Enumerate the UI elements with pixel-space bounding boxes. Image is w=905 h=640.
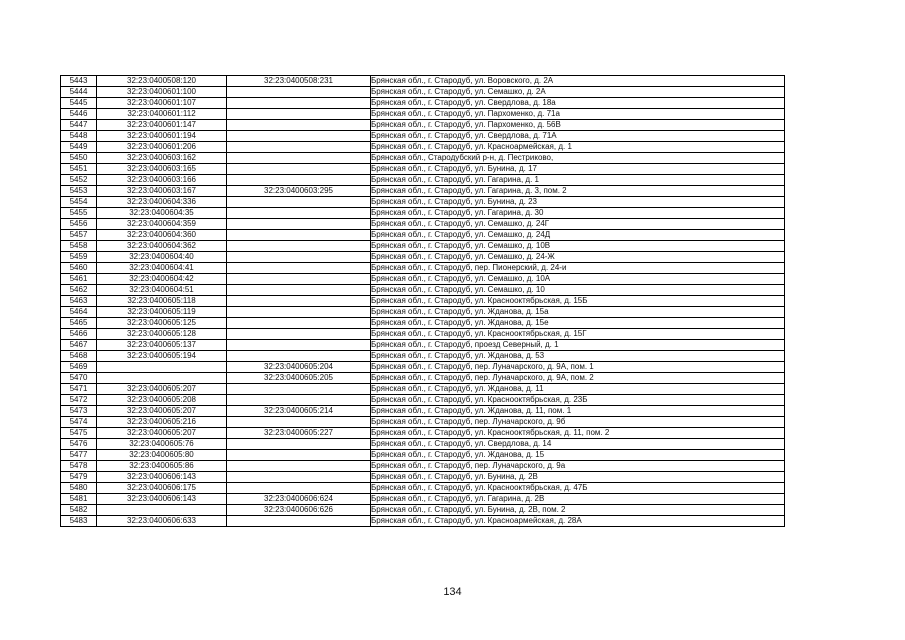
cadastral-number-cell: 32:23:0400601:147 (97, 120, 227, 131)
table-row (61, 373, 785, 384)
premises-cadastral-number-cell (227, 263, 371, 274)
table-row (61, 230, 785, 241)
premises-cadastral-number-cell (227, 164, 371, 175)
row-number-cell: 5454 (61, 197, 97, 208)
address-cell: Брянская обл., г. Стародуб, ул. Красноармейская, д. 28А (371, 516, 785, 527)
address-cell: Брянская обл., г. Стародуб, пер. Луначарского, д. 9б (371, 417, 785, 428)
address-cell: Брянская обл., г. Стародуб, ул. Жданова, д. 15е (371, 318, 785, 329)
table-row (61, 131, 785, 142)
cadastral-number-cell: 32:23:0400604:336 (97, 197, 227, 208)
row-number-cell: 5459 (61, 252, 97, 263)
cadastral-number-cell: 32:23:0400604:362 (97, 241, 227, 252)
premises-cadastral-number-cell (227, 395, 371, 406)
table-row (61, 483, 785, 494)
table-row (61, 494, 785, 505)
row-number-cell: 5477 (61, 450, 97, 461)
row-number-cell: 5478 (61, 461, 97, 472)
premises-cadastral-number-cell: 32:23:0400605:227 (227, 428, 371, 439)
row-number-cell: 5466 (61, 329, 97, 340)
row-number-cell: 5445 (61, 98, 97, 109)
table-row (61, 241, 785, 252)
row-number-cell: 5468 (61, 351, 97, 362)
premises-cadastral-number-cell (227, 120, 371, 131)
address-cell: Брянская обл., г. Стародуб, ул. Гагарина, д. 30 (371, 208, 785, 219)
cadastral-number-cell: 32:23:0400606:143 (97, 494, 227, 505)
address-cell: Брянская обл., г. Стародуб, ул. Семашко, д. 10А (371, 274, 785, 285)
cadastral-number-cell (97, 362, 227, 373)
address-cell: Брянская обл., г. Стародуб, ул. Краснооктябрьская, д. 23Б (371, 395, 785, 406)
row-number-cell: 5443 (61, 76, 97, 87)
table-row (61, 472, 785, 483)
cadastral-number-cell: 32:23:0400605:137 (97, 340, 227, 351)
premises-cadastral-number-cell (227, 241, 371, 252)
table-row (61, 153, 785, 164)
cadastral-number-cell: 32:23:0400603:162 (97, 153, 227, 164)
table-row (61, 120, 785, 131)
address-cell: Брянская обл., Стародубский р-н, д. Пестриково, (371, 153, 785, 164)
address-cell: Брянская обл., г. Стародуб, ул. Свердлова, д. 71А (371, 131, 785, 142)
cadastral-number-cell: 32:23:0400604:35 (97, 208, 227, 219)
premises-cadastral-number-cell (227, 351, 371, 362)
row-number-cell: 5480 (61, 483, 97, 494)
table-row (61, 274, 785, 285)
address-cell: Брянская обл., г. Стародуб, ул. Жданова, д. 11 (371, 384, 785, 395)
row-number-cell: 5461 (61, 274, 97, 285)
row-number-cell: 5457 (61, 230, 97, 241)
row-number-cell: 5450 (61, 153, 97, 164)
premises-cadastral-number-cell (227, 175, 371, 186)
premises-cadastral-number-cell (227, 98, 371, 109)
cadastral-number-cell: 32:23:0400604:51 (97, 285, 227, 296)
cadastral-number-cell: 32:23:0400604:41 (97, 263, 227, 274)
registry-table-body (61, 76, 785, 527)
table-row (61, 219, 785, 230)
premises-cadastral-number-cell (227, 285, 371, 296)
cadastral-number-cell: 32:23:0400605:207 (97, 406, 227, 417)
address-cell: Брянская обл., г. Стародуб, проезд Северный, д. 1 (371, 340, 785, 351)
premises-cadastral-number-cell: 32:23:0400606:626 (227, 505, 371, 516)
row-number-cell: 5455 (61, 208, 97, 219)
cadastral-number-cell: 32:23:0400603:165 (97, 164, 227, 175)
cadastral-number-cell: 32:23:0400605:128 (97, 329, 227, 340)
cadastral-number-cell: 32:23:0400604:42 (97, 274, 227, 285)
row-number-cell: 5479 (61, 472, 97, 483)
cadastral-number-cell: 32:23:0400605:118 (97, 296, 227, 307)
premises-cadastral-number-cell (227, 296, 371, 307)
cadastral-number-cell: 32:23:0400605:86 (97, 461, 227, 472)
row-number-cell: 5470 (61, 373, 97, 384)
row-number-cell: 5465 (61, 318, 97, 329)
premises-cadastral-number-cell (227, 197, 371, 208)
table-row (61, 98, 785, 109)
address-cell: Брянская обл., г. Стародуб, ул. Семашко, д. 10 (371, 285, 785, 296)
table-row (61, 263, 785, 274)
row-number-cell: 5458 (61, 241, 97, 252)
table-row (61, 439, 785, 450)
address-cell: Брянская обл., г. Стародуб, ул. Жданова, д. 15 (371, 450, 785, 461)
row-number-cell: 5447 (61, 120, 97, 131)
cadastral-number-cell (97, 505, 227, 516)
cadastral-number-cell: 32:23:0400605:194 (97, 351, 227, 362)
cadastral-number-cell: 32:23:0400603:166 (97, 175, 227, 186)
address-cell: Брянская обл., г. Стародуб, ул. Пархоменко, д. 71а (371, 109, 785, 120)
premises-cadastral-number-cell (227, 153, 371, 164)
cadastral-number-cell: 32:23:0400508:120 (97, 76, 227, 87)
table-row (61, 76, 785, 87)
address-cell: Брянская обл., г. Стародуб, ул. Красноармейская, д. 1 (371, 142, 785, 153)
table-row (61, 208, 785, 219)
premises-cadastral-number-cell (227, 318, 371, 329)
table-row (61, 109, 785, 120)
premises-cadastral-number-cell (227, 142, 371, 153)
address-cell: Брянская обл., г. Стародуб, пер. Луначарского, д. 9А, пом. 2 (371, 373, 785, 384)
table-row (61, 505, 785, 516)
row-number-cell: 5446 (61, 109, 97, 120)
address-cell: Брянская обл., г. Стародуб, ул. Бунина, д. 2В, пом. 2 (371, 505, 785, 516)
premises-cadastral-number-cell (227, 208, 371, 219)
row-number-cell: 5464 (61, 307, 97, 318)
premises-cadastral-number-cell: 32:23:0400605:214 (227, 406, 371, 417)
row-number-cell: 5462 (61, 285, 97, 296)
cadastral-number-cell: 32:23:0400604:40 (97, 252, 227, 263)
table-row (61, 329, 785, 340)
cadastral-number-cell: 32:23:0400606:175 (97, 483, 227, 494)
premises-cadastral-number-cell (227, 516, 371, 527)
premises-cadastral-number-cell (227, 483, 371, 494)
page-number: 134 (443, 586, 462, 598)
cadastral-number-cell: 32:23:0400601:107 (97, 98, 227, 109)
row-number-cell: 5456 (61, 219, 97, 230)
row-number-cell: 5476 (61, 439, 97, 450)
cadastral-number-cell: 32:23:0400604:359 (97, 219, 227, 230)
table-row (61, 252, 785, 263)
premises-cadastral-number-cell (227, 450, 371, 461)
address-cell: Брянская обл., г. Стародуб, ул. Гагарина, д. 1 (371, 175, 785, 186)
address-cell: Брянская обл., г. Стародуб, ул. Краснооктябрьская, д. 47Б (371, 483, 785, 494)
premises-cadastral-number-cell (227, 384, 371, 395)
row-number-cell: 5460 (61, 263, 97, 274)
address-cell: Брянская обл., г. Стародуб, ул. Семашко, д. 24Г (371, 219, 785, 230)
row-number-cell: 5482 (61, 505, 97, 516)
table-row (61, 340, 785, 351)
table-row (61, 461, 785, 472)
premises-cadastral-number-cell (227, 439, 371, 450)
premises-cadastral-number-cell (227, 131, 371, 142)
cadastral-number-cell (97, 373, 227, 384)
table-row (61, 296, 785, 307)
address-cell: Брянская обл., г. Стародуб, ул. Жданова, д. 15а (371, 307, 785, 318)
address-cell: Брянская обл., г. Стародуб, ул. Свердлова, д. 18а (371, 98, 785, 109)
premises-cadastral-number-cell (227, 307, 371, 318)
premises-cadastral-number-cell: 32:23:0400605:205 (227, 373, 371, 384)
premises-cadastral-number-cell (227, 87, 371, 98)
row-number-cell: 5471 (61, 384, 97, 395)
address-cell: Брянская обл., г. Стародуб, пер. Луначарского, д. 9а (371, 461, 785, 472)
table-row (61, 285, 785, 296)
cadastral-number-cell: 32:23:0400604:360 (97, 230, 227, 241)
row-number-cell: 5469 (61, 362, 97, 373)
address-cell: Брянская обл., г. Стародуб, ул. Гагарина, д. 2В (371, 494, 785, 505)
address-cell: Брянская обл., г. Стародуб, ул. Гагарина, д. 3, пом. 2 (371, 186, 785, 197)
cadastral-number-cell: 32:23:0400605:207 (97, 384, 227, 395)
address-cell: Брянская обл., г. Стародуб, ул. Краснооктябрьская, д. 11, пом. 2 (371, 428, 785, 439)
address-cell: Брянская обл., г. Стародуб, ул. Семашко, д. 2А (371, 87, 785, 98)
address-cell: Брянская обл., г. Стародуб, ул. Пархоменко, д. 56В (371, 120, 785, 131)
cadastral-number-cell: 32:23:0400601:194 (97, 131, 227, 142)
row-number-cell: 5473 (61, 406, 97, 417)
address-cell: Брянская обл., г. Стародуб, ул. Семашко, д. 24Д (371, 230, 785, 241)
address-cell: Брянская обл., г. Стародуб, ул. Краснооктябрьская, д. 15Г (371, 329, 785, 340)
address-cell: Брянская обл., г. Стародуб, ул. Бунина, д. 2В (371, 472, 785, 483)
premises-cadastral-number-cell: 32:23:0400603:295 (227, 186, 371, 197)
row-number-cell: 5463 (61, 296, 97, 307)
table-row (61, 395, 785, 406)
premises-cadastral-number-cell (227, 472, 371, 483)
row-number-cell: 5472 (61, 395, 97, 406)
address-cell: Брянская обл., г. Стародуб, ул. Жданова, д. 11, пом. 1 (371, 406, 785, 417)
table-row (61, 450, 785, 461)
premises-cadastral-number-cell: 32:23:0400606:624 (227, 494, 371, 505)
row-number-cell: 5481 (61, 494, 97, 505)
address-cell: Брянская обл., г. Стародуб, ул. Жданова, д. 53 (371, 351, 785, 362)
premises-cadastral-number-cell (227, 461, 371, 472)
address-cell: Брянская обл., г. Стародуб, пер. Луначарского, д. 9А, пом. 1 (371, 362, 785, 373)
table-row (61, 384, 785, 395)
row-number-cell: 5467 (61, 340, 97, 351)
premises-cadastral-number-cell: 32:23:0400605:204 (227, 362, 371, 373)
premises-cadastral-number-cell (227, 219, 371, 230)
table-row (61, 428, 785, 439)
address-cell: Брянская обл., г. Стародуб, ул. Бунина, д. 23 (371, 197, 785, 208)
cadastral-number-cell: 32:23:0400605:125 (97, 318, 227, 329)
table-row (61, 197, 785, 208)
address-cell: Брянская обл., г. Стародуб, ул. Семашко, д. 24-Ж (371, 252, 785, 263)
premises-cadastral-number-cell: 32:23:0400508:231 (227, 76, 371, 87)
cadastral-number-cell: 32:23:0400605:207 (97, 428, 227, 439)
row-number-cell: 5483 (61, 516, 97, 527)
premises-cadastral-number-cell (227, 417, 371, 428)
table-row (61, 186, 785, 197)
premises-cadastral-number-cell (227, 109, 371, 120)
table-row (61, 406, 785, 417)
table-row (61, 164, 785, 175)
cadastral-number-cell: 32:23:0400601:100 (97, 87, 227, 98)
cadastral-number-cell: 32:23:0400601:112 (97, 109, 227, 120)
premises-cadastral-number-cell (227, 274, 371, 285)
table-row (61, 362, 785, 373)
cadastral-number-cell: 32:23:0400605:208 (97, 395, 227, 406)
premises-cadastral-number-cell (227, 340, 371, 351)
cadastral-number-cell: 32:23:0400603:167 (97, 186, 227, 197)
table-row (61, 318, 785, 329)
address-cell: Брянская обл., г. Стародуб, ул. Свердлова, д. 14 (371, 439, 785, 450)
address-cell: Брянская обл., г. Стародуб, пер. Пионерский, д. 24-и (371, 263, 785, 274)
row-number-cell: 5449 (61, 142, 97, 153)
address-cell: Брянская обл., г. Стародуб, ул. Бунина, д. 17 (371, 164, 785, 175)
row-number-cell: 5474 (61, 417, 97, 428)
row-number-cell: 5451 (61, 164, 97, 175)
cadastral-number-cell: 32:23:0400606:143 (97, 472, 227, 483)
address-cell: Брянская обл., г. Стародуб, ул. Краснооктябрьская, д. 15Б (371, 296, 785, 307)
table-row (61, 87, 785, 98)
table-row (61, 417, 785, 428)
row-number-cell: 5452 (61, 175, 97, 186)
table-row (61, 307, 785, 318)
premises-cadastral-number-cell (227, 329, 371, 340)
table-row (61, 516, 785, 527)
row-number-cell: 5453 (61, 186, 97, 197)
cadastral-number-cell: 32:23:0400605:80 (97, 450, 227, 461)
cadastral-number-cell: 32:23:0400606:633 (97, 516, 227, 527)
cadastral-number-cell: 32:23:0400601:206 (97, 142, 227, 153)
cadastral-number-cell: 32:23:0400605:119 (97, 307, 227, 318)
premises-cadastral-number-cell (227, 230, 371, 241)
cadastral-number-cell: 32:23:0400605:76 (97, 439, 227, 450)
table-row (61, 175, 785, 186)
address-cell: Брянская обл., г. Стародуб, ул. Воровского, д. 2А (371, 76, 785, 87)
row-number-cell: 5475 (61, 428, 97, 439)
table-row (61, 142, 785, 153)
row-number-cell: 5448 (61, 131, 97, 142)
registry-table (60, 75, 785, 527)
address-cell: Брянская обл., г. Стародуб, ул. Семашко, д. 10В (371, 241, 785, 252)
row-number-cell: 5444 (61, 87, 97, 98)
premises-cadastral-number-cell (227, 252, 371, 263)
table-row (61, 351, 785, 362)
cadastral-number-cell: 32:23:0400605:216 (97, 417, 227, 428)
